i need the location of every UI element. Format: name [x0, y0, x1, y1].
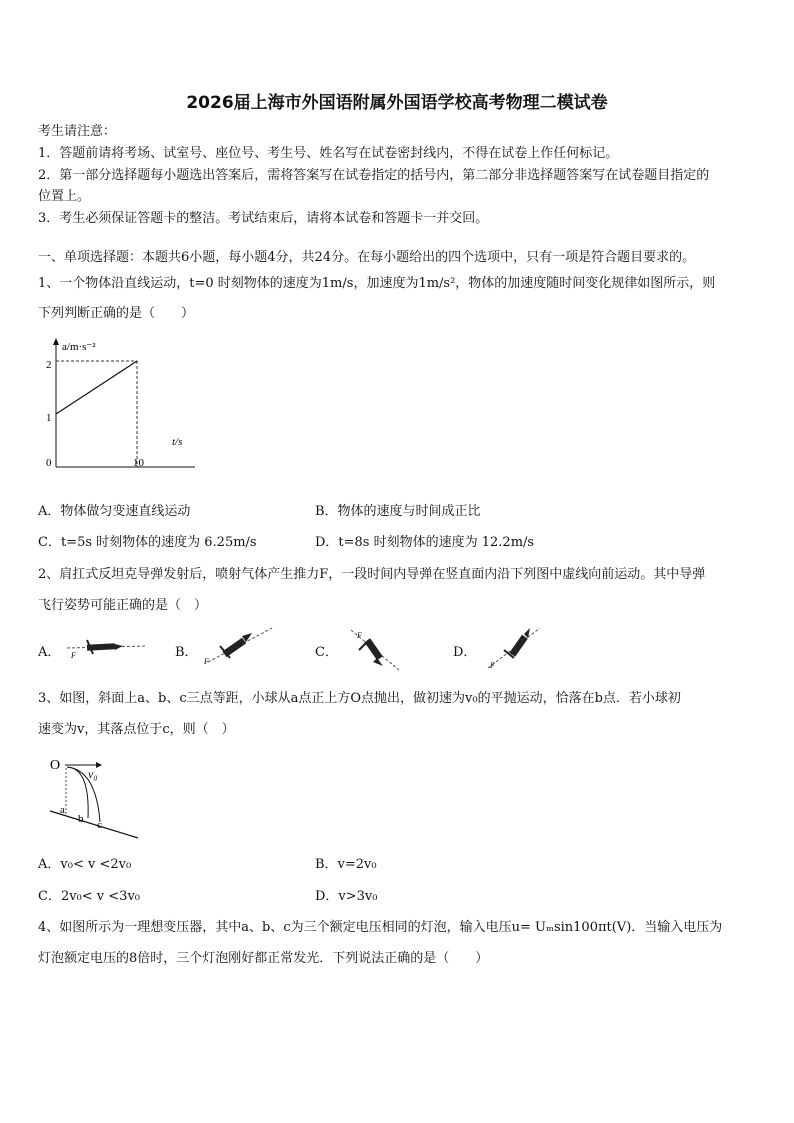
- y-tick-2: 2: [46, 359, 52, 371]
- q2-option-c-label: C．: [315, 645, 338, 660]
- q3-option-c: C．2v₀< v <3v₀: [38, 889, 140, 904]
- q3-stem-cont: 速变为v，其落点位于c，则（ ）: [38, 722, 235, 737]
- force-label-d: F: [490, 661, 495, 670]
- q2-option-b-missile: [198, 622, 278, 670]
- q1-option-d: D．t=8s 时刻物体的速度为 12.2m/s: [315, 535, 535, 550]
- q3-projectile-figure: [40, 752, 150, 842]
- q3-option-a: A．v₀< v <2v₀: [38, 857, 132, 872]
- force-label-b: F: [204, 657, 209, 666]
- q1-stem: 1、一个物体沿直线运动，t=0 时刻物体的速度为1m/s，加速度为1m/s²，物体的加速度随时间变化规律如图所示，则: [38, 276, 716, 291]
- x-axis-label: t/s: [172, 436, 183, 448]
- v0-label: v₀: [88, 767, 98, 781]
- q4-stem-cont: 灯泡额定电压的8倍时，三个灯泡刚好都正常发光．下列说法正确的是（ ）: [38, 951, 489, 966]
- point-o-label: O: [50, 758, 61, 773]
- notice-item-2-cont: 位置上。: [38, 189, 91, 204]
- q3-stem: 3、如图，斜面上a、b、c三点等距，小球从a点正上方O点抛出，做初速为v₀的平抛运动，恰落在b点．若小球初: [38, 691, 681, 706]
- y-axis-label: a/m·s⁻²: [62, 341, 96, 353]
- q4-stem: 4、如图所示为一理想变压器，其中a、b、c为三个额定电压相同的灯泡，输入电压u= Uₘsin100πt(V)．当输入电压为: [38, 920, 723, 935]
- notice-item-1: 1．答题前请将考场、试室号、座位号、考生号、姓名写在试卷密封线内，不得在试卷上作任何标记。: [38, 146, 619, 161]
- x-tick-10: 10: [133, 457, 144, 469]
- q2-stem: 2、肩扛式反坦克导弹发射后，喷射气体产生推力F，一段时间内导弹在竖直面内沿下列图中虚线向前运动。其中导弹: [38, 567, 706, 582]
- y-tick-1: 1: [46, 412, 52, 424]
- q2-option-d-label: D．: [453, 645, 477, 660]
- page-title: 2026届上海市外国语附属外国语学校高考物理二模试卷: [186, 93, 608, 113]
- q2-option-c-missile: [345, 628, 405, 672]
- force-label-c: F: [357, 631, 362, 640]
- q2-option-a-label: A．: [38, 645, 61, 660]
- point-c-label: c: [97, 819, 102, 831]
- notice-item-2: 2．第一部分选择题每小题选出答案后，需将答案写在试卷指定的括号内，第二部分非选择题答案写在试卷题目指定的: [38, 168, 710, 183]
- point-a-label: a: [60, 804, 65, 816]
- y-axis-arrow: [53, 338, 59, 345]
- notice-heading: 考生请注意：: [38, 124, 117, 139]
- q3-option-b: B．v=2v₀: [315, 857, 377, 872]
- q2-stem-cont: 飞行姿势可能正确的是（ ）: [38, 598, 208, 613]
- q3-option-d: D．v>3v₀: [315, 889, 378, 904]
- q1-series-line: [56, 361, 137, 414]
- q1-acceleration-graph: [30, 335, 205, 480]
- x-tick-0: 0: [46, 457, 52, 469]
- q1-option-b: B．物体的速度与时间成正比: [315, 504, 481, 519]
- point-b-label: b: [78, 813, 84, 825]
- force-label-a: F: [71, 651, 76, 660]
- trajectory-b: [67, 767, 88, 818]
- section-heading: 一、单项选择题：本题共6小题，每小题4分，共24分。在每小题给出的四个选项中，只有一项是符合题目要求的。: [38, 250, 696, 265]
- q1-option-a: A．物体做匀变速直线运动: [38, 504, 191, 519]
- q2-option-d-missile: [480, 622, 545, 672]
- q1-stem-cont: 下列判断正确的是（ ）: [38, 306, 195, 321]
- q2-option-b-label: B．: [175, 645, 198, 660]
- notice-item-3: 3．考生必须保证答题卡的整洁。考试结束后，请将本试卷和答题卡一并交回。: [38, 211, 489, 226]
- q1-option-c: C．t=5s 时刻物体的速度为 6.25m/s: [38, 535, 257, 550]
- q2-option-a-missile: [65, 628, 150, 668]
